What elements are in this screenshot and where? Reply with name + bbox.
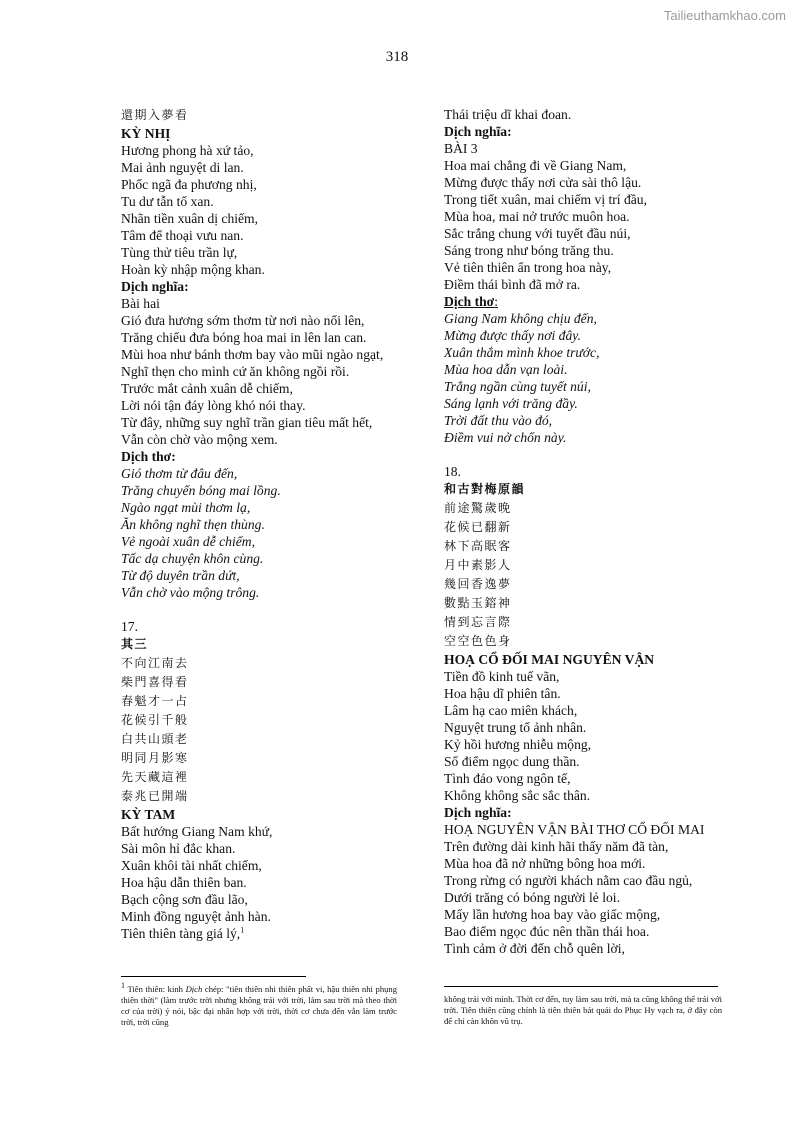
line-text: Dịch nghĩa: bbox=[121, 279, 189, 294]
line-text: Mùa hoa, mai nở trước muôn hoa. bbox=[444, 209, 630, 224]
text-line bbox=[444, 106, 722, 123]
line-text: Trăng chiếu đưa bóng hoa mai in lên lan can. bbox=[121, 330, 367, 345]
line-text: Gió thơm từ đâu đến, bbox=[121, 466, 238, 481]
line-text: Điềm thái bình đã mở ra. bbox=[444, 277, 581, 292]
line-text: Mùa hoa dẫn vạn loài. bbox=[444, 362, 568, 377]
text-line bbox=[444, 668, 722, 685]
line-text: 數點玉鎔神 bbox=[444, 596, 512, 610]
line-text: Sắc trắng chung với tuyết đầu núi, bbox=[444, 226, 631, 241]
line-text: Tấc dạ chuyện khôn cùng. bbox=[121, 551, 264, 566]
spacer bbox=[444, 446, 722, 463]
text-line bbox=[121, 499, 397, 516]
text-line bbox=[444, 753, 722, 770]
text-line bbox=[121, 465, 397, 482]
text-line bbox=[121, 618, 397, 635]
text-line bbox=[444, 702, 722, 719]
line-text: Bao điểm ngọc đúc nên thần thái hoa. bbox=[444, 924, 650, 939]
text-line bbox=[121, 261, 397, 278]
text-line bbox=[444, 821, 722, 838]
line-text: Dịch nghĩa: bbox=[444, 124, 512, 139]
line-text: Dịch nghĩa: bbox=[444, 805, 512, 820]
text-line bbox=[444, 429, 722, 446]
text-line bbox=[121, 730, 397, 749]
text-line bbox=[444, 855, 722, 872]
text-line bbox=[121, 346, 397, 363]
text-line bbox=[121, 925, 397, 942]
line-text: Bất hướng Giang Nam khứ, bbox=[121, 824, 273, 839]
text-line bbox=[121, 431, 397, 448]
text-line bbox=[444, 518, 722, 537]
line-text: Sáng lạnh với trăng đầy. bbox=[444, 396, 578, 411]
line-text: Tâm để thoại vưu nan. bbox=[121, 228, 244, 243]
line-text: Vẻ tiên thiên ẩn trong hoa này, bbox=[444, 260, 612, 275]
line-text: KỲ NHỊ bbox=[121, 126, 171, 141]
text-line bbox=[121, 363, 397, 380]
text-line bbox=[121, 673, 397, 692]
left-column bbox=[121, 106, 397, 942]
text-line bbox=[444, 940, 722, 957]
text-line bbox=[121, 768, 397, 787]
line-text: 柴門喜得看 bbox=[121, 675, 189, 689]
footnote-marker: 1 bbox=[121, 981, 125, 991]
text-line bbox=[121, 908, 397, 925]
text-line bbox=[121, 749, 397, 768]
text-line bbox=[121, 227, 397, 244]
page-number: 318 bbox=[385, 49, 409, 65]
line-text: Mấy lần hương hoa bay vào giấc mộng, bbox=[444, 907, 661, 922]
text-line bbox=[121, 516, 397, 533]
line-text: Tình đáo vong ngôn tế, bbox=[444, 771, 571, 786]
line-text: Mùa hoa đã nở những bông hoa mới. bbox=[444, 856, 646, 871]
text-line bbox=[121, 414, 397, 431]
text-line bbox=[121, 106, 397, 125]
text-line bbox=[121, 567, 397, 584]
text-line bbox=[444, 378, 722, 395]
text-line bbox=[444, 838, 722, 855]
line-text: Mừng được thấy nơi đây. bbox=[444, 328, 581, 343]
line-text: Gió đưa hương sớm thơm từ nơi nào nổi lên, bbox=[121, 313, 365, 328]
line-text: Thái triệu dĩ khai đoan. bbox=[444, 107, 572, 122]
line-text: BÀI 3 bbox=[444, 141, 478, 156]
text-line bbox=[444, 719, 722, 736]
text-line bbox=[121, 550, 397, 567]
line-text: 其三 bbox=[121, 637, 149, 651]
text-line bbox=[121, 891, 397, 908]
line-text: Bạch cộng sơn đầu lão, bbox=[121, 892, 248, 907]
line-text: Trời đất thu vào đó, bbox=[444, 413, 553, 428]
line-text: Giang Nam không chịu đến, bbox=[444, 311, 597, 326]
line-text: 泰兆已開端 bbox=[121, 789, 189, 803]
text-line bbox=[121, 278, 397, 295]
line-text: 花候已翻新 bbox=[444, 520, 512, 534]
text-line bbox=[444, 208, 722, 225]
text-line bbox=[121, 533, 397, 550]
line-text: HOẠ CỔ ĐỐI MAI NGUYÊN VẬN bbox=[444, 652, 655, 667]
text-line bbox=[444, 575, 722, 594]
text-line bbox=[444, 736, 722, 753]
text-line bbox=[121, 823, 397, 840]
line-text: Mùi hoa như bánh thơm bay vào mũi ngào ngạt, bbox=[121, 347, 384, 362]
text-line bbox=[121, 397, 397, 414]
line-text: Nghĩ thẹn cho mình cứ ăn không ngồi rồi. bbox=[121, 364, 350, 379]
text-line bbox=[121, 244, 397, 261]
line-text: Tiên thiên tàng giá lý, bbox=[121, 926, 241, 941]
text-line bbox=[121, 125, 397, 142]
text-line bbox=[121, 874, 397, 891]
line-text: 明同月影寒 bbox=[121, 751, 189, 765]
line-text: 春魁才一占 bbox=[121, 694, 189, 708]
text-line bbox=[121, 806, 397, 823]
line-text: KỲ TAM bbox=[121, 807, 176, 822]
text-line bbox=[121, 159, 397, 176]
footnote-text: chép: "tiên thiên nhi thiên phất vi, hậu thiên nhi phụng thiên thời" (làm trước trời nhưng không trái với trời, làm sau trời mà theo thời cơ của trời) ý nói, bậc đại nhân hợp với trời, thời cơ chưa đến vẫn làm trước trời, trời cũng bbox=[121, 984, 398, 1027]
line-text: Từ độ duyên trần dứt, bbox=[121, 568, 240, 583]
text-line bbox=[444, 787, 722, 804]
text-line bbox=[121, 857, 397, 874]
line-text: 林下高眠客 bbox=[444, 539, 512, 553]
line-text: 空空色色身 bbox=[444, 634, 512, 648]
line-text: Dịch thơ: bbox=[121, 449, 176, 464]
text-line bbox=[444, 344, 722, 361]
text-line bbox=[444, 889, 722, 906]
text-line bbox=[444, 906, 722, 923]
line-text: Minh đồng nguyệt ảnh hàn. bbox=[121, 909, 271, 924]
line-text: Tiền đồ kinh tuế vãn, bbox=[444, 669, 560, 684]
line-text: Lời nói tận đáy lòng khó nói thay. bbox=[121, 398, 306, 413]
right-column bbox=[444, 106, 722, 957]
line-text: Số điểm ngọc dung thần. bbox=[444, 754, 580, 769]
line-text: 情到忘言際 bbox=[444, 615, 512, 629]
text-line bbox=[444, 310, 722, 327]
footnote-ref: 1 bbox=[240, 925, 245, 935]
line-text: Không không sắc sắc thân. bbox=[444, 788, 591, 803]
text-line bbox=[444, 685, 722, 702]
text-line bbox=[121, 787, 397, 806]
line-text: Dịch thơ bbox=[444, 294, 495, 309]
line-text: Nhãn tiền xuân dị chiếm, bbox=[121, 211, 259, 226]
line-text: Dưới trăng có bóng người lẻ loi. bbox=[444, 890, 620, 905]
text-line bbox=[121, 329, 397, 346]
text-line bbox=[444, 770, 722, 787]
text-line bbox=[444, 395, 722, 412]
line-text: Tùng thử tiêu trần lự, bbox=[121, 245, 238, 260]
text-line bbox=[444, 242, 722, 259]
line-text: Sáng trong như bóng trăng thu. bbox=[444, 243, 614, 258]
text-line bbox=[121, 584, 397, 601]
line-text: Hương phong hà xứ tảo, bbox=[121, 143, 254, 158]
text-line bbox=[121, 654, 397, 673]
line-text: Xuân khôi tài nhất chiếm, bbox=[121, 858, 262, 873]
line-text: 18. bbox=[444, 464, 461, 479]
line-text: Nguyệt trung tố ảnh nhân. bbox=[444, 720, 587, 735]
line-text: Lâm hạ cao miên khách, bbox=[444, 703, 578, 718]
text-line bbox=[121, 448, 397, 465]
line-text: Trên đường dài kinh hãi thấy năm đã tàn, bbox=[444, 839, 669, 854]
text-line bbox=[444, 613, 722, 632]
line-text: Phốc ngã đa phương nhị, bbox=[121, 177, 257, 192]
text-line bbox=[444, 651, 722, 668]
line-text: Trong tiết xuân, mai chiếm vị trí đầu, bbox=[444, 192, 647, 207]
text-line bbox=[444, 327, 722, 344]
line-text: Trăng chuyển bóng mai lồng. bbox=[121, 483, 281, 498]
line-text: Xuân thắm mình khoe trước, bbox=[444, 345, 600, 360]
line-text: Hoa hậu dẫn thiên ban. bbox=[121, 875, 247, 890]
footnote-rule bbox=[121, 976, 306, 977]
line-text: 和古對梅原韻 bbox=[444, 482, 526, 496]
text-line bbox=[444, 361, 722, 378]
line-text: Trắng ngần cùng tuyết núi, bbox=[444, 379, 591, 394]
text-line bbox=[444, 923, 722, 940]
text-line bbox=[121, 692, 397, 711]
line-text: 不向江南去 bbox=[121, 656, 189, 670]
text-line bbox=[444, 499, 722, 518]
line-text: HOẠ NGUYÊN VẬN BÀI THƠ CỔ ĐỐI MAI bbox=[444, 822, 705, 837]
text-line bbox=[444, 872, 722, 889]
line-text: Tình cảm ở đời đến chỗ quên lời, bbox=[444, 941, 625, 956]
line-text: 先天藏這裡 bbox=[121, 770, 189, 784]
text-line bbox=[444, 276, 722, 293]
text-line bbox=[121, 380, 397, 397]
text-line bbox=[444, 556, 722, 575]
line-text: Mai ảnh nguyệt di lan. bbox=[121, 160, 244, 175]
text-line bbox=[444, 174, 722, 191]
footnote-text: Tiên thiên: kinh bbox=[125, 984, 186, 994]
text-line bbox=[121, 312, 397, 329]
text-line bbox=[121, 142, 397, 159]
text-line bbox=[121, 210, 397, 227]
text-line bbox=[121, 711, 397, 730]
line-text: 白共山頭老 bbox=[121, 732, 189, 746]
line-text: Kỷ hồi hương nhiễu mộng, bbox=[444, 737, 592, 752]
footnote-emphasis: Dịch bbox=[185, 984, 203, 994]
text-line bbox=[444, 537, 722, 556]
line-text: 幾回香逸夢 bbox=[444, 577, 512, 591]
watermark: Tailieuthamkhao.com bbox=[663, 8, 786, 23]
text-line bbox=[444, 594, 722, 613]
line-text: Trong rừng có người khách nằm cao đầu ngủ, bbox=[444, 873, 693, 888]
line-text: 花候引千般 bbox=[121, 713, 189, 727]
text-line bbox=[444, 463, 722, 480]
line-text: Bài hai bbox=[121, 296, 160, 311]
line-text: Ngào ngạt mùi thơm lạ, bbox=[121, 500, 251, 515]
line-text: Ăn không nghĩ thẹn thùng. bbox=[121, 517, 265, 532]
footnote-rule bbox=[444, 986, 718, 987]
line-text: Mừng được thấy nơi cửa sài thô lậu. bbox=[444, 175, 642, 190]
text-line bbox=[121, 482, 397, 499]
spacer bbox=[121, 601, 397, 618]
line-text: Hoàn kỳ nhập mộng khan. bbox=[121, 262, 265, 277]
footnote-left bbox=[121, 981, 398, 1028]
line-suffix: : bbox=[494, 294, 498, 309]
text-line bbox=[444, 293, 722, 310]
text-line bbox=[444, 157, 722, 174]
text-line bbox=[444, 123, 722, 140]
text-line bbox=[444, 140, 722, 157]
text-line bbox=[444, 632, 722, 651]
line-text: Điềm vui nở chốn này. bbox=[444, 430, 567, 445]
line-text: Sài môn hỉ đắc khan. bbox=[121, 841, 236, 856]
text-line bbox=[444, 804, 722, 821]
text-line bbox=[444, 225, 722, 242]
text-line bbox=[121, 840, 397, 857]
line-text: 還期入夢看 bbox=[121, 108, 189, 122]
line-text: 月中素影人 bbox=[444, 558, 512, 572]
line-text: Hoa mai chẳng đi về Giang Nam, bbox=[444, 158, 627, 173]
text-line bbox=[121, 635, 397, 654]
text-line bbox=[444, 412, 722, 429]
line-text: Từ đây, những suy nghĩ trần gian tiêu mất hết, bbox=[121, 415, 373, 430]
text-line bbox=[444, 480, 722, 499]
footnote-right: không trái với mình. Thời cơ đến, tuy làm sau trời, mà ta cũng không thể trái với trời. Tiên thiên cũng chính là tiên thiên bát quái do Phục Hy vạch ra, ở đây còn để chỉ càn khôn vũ trụ. bbox=[444, 994, 722, 1026]
line-text: 17. bbox=[121, 619, 138, 634]
line-text: Hoa hậu dĩ phiên tân. bbox=[444, 686, 561, 701]
text-line bbox=[121, 295, 397, 312]
line-text: Tu dư tẫn tố xan. bbox=[121, 194, 214, 209]
text-line bbox=[444, 259, 722, 276]
line-text: Vẻ ngoài xuân dễ chiếm, bbox=[121, 534, 256, 549]
line-text: Trước mắt cảnh xuân dễ chiếm, bbox=[121, 381, 293, 396]
text-line bbox=[121, 176, 397, 193]
line-text: Vẫn còn chờ vào mộng xem. bbox=[121, 432, 278, 447]
text-line bbox=[444, 191, 722, 208]
line-text: 前途驚歲晚 bbox=[444, 501, 512, 515]
line-text: Vẫn chờ vào mộng trông. bbox=[121, 585, 260, 600]
text-line bbox=[121, 193, 397, 210]
